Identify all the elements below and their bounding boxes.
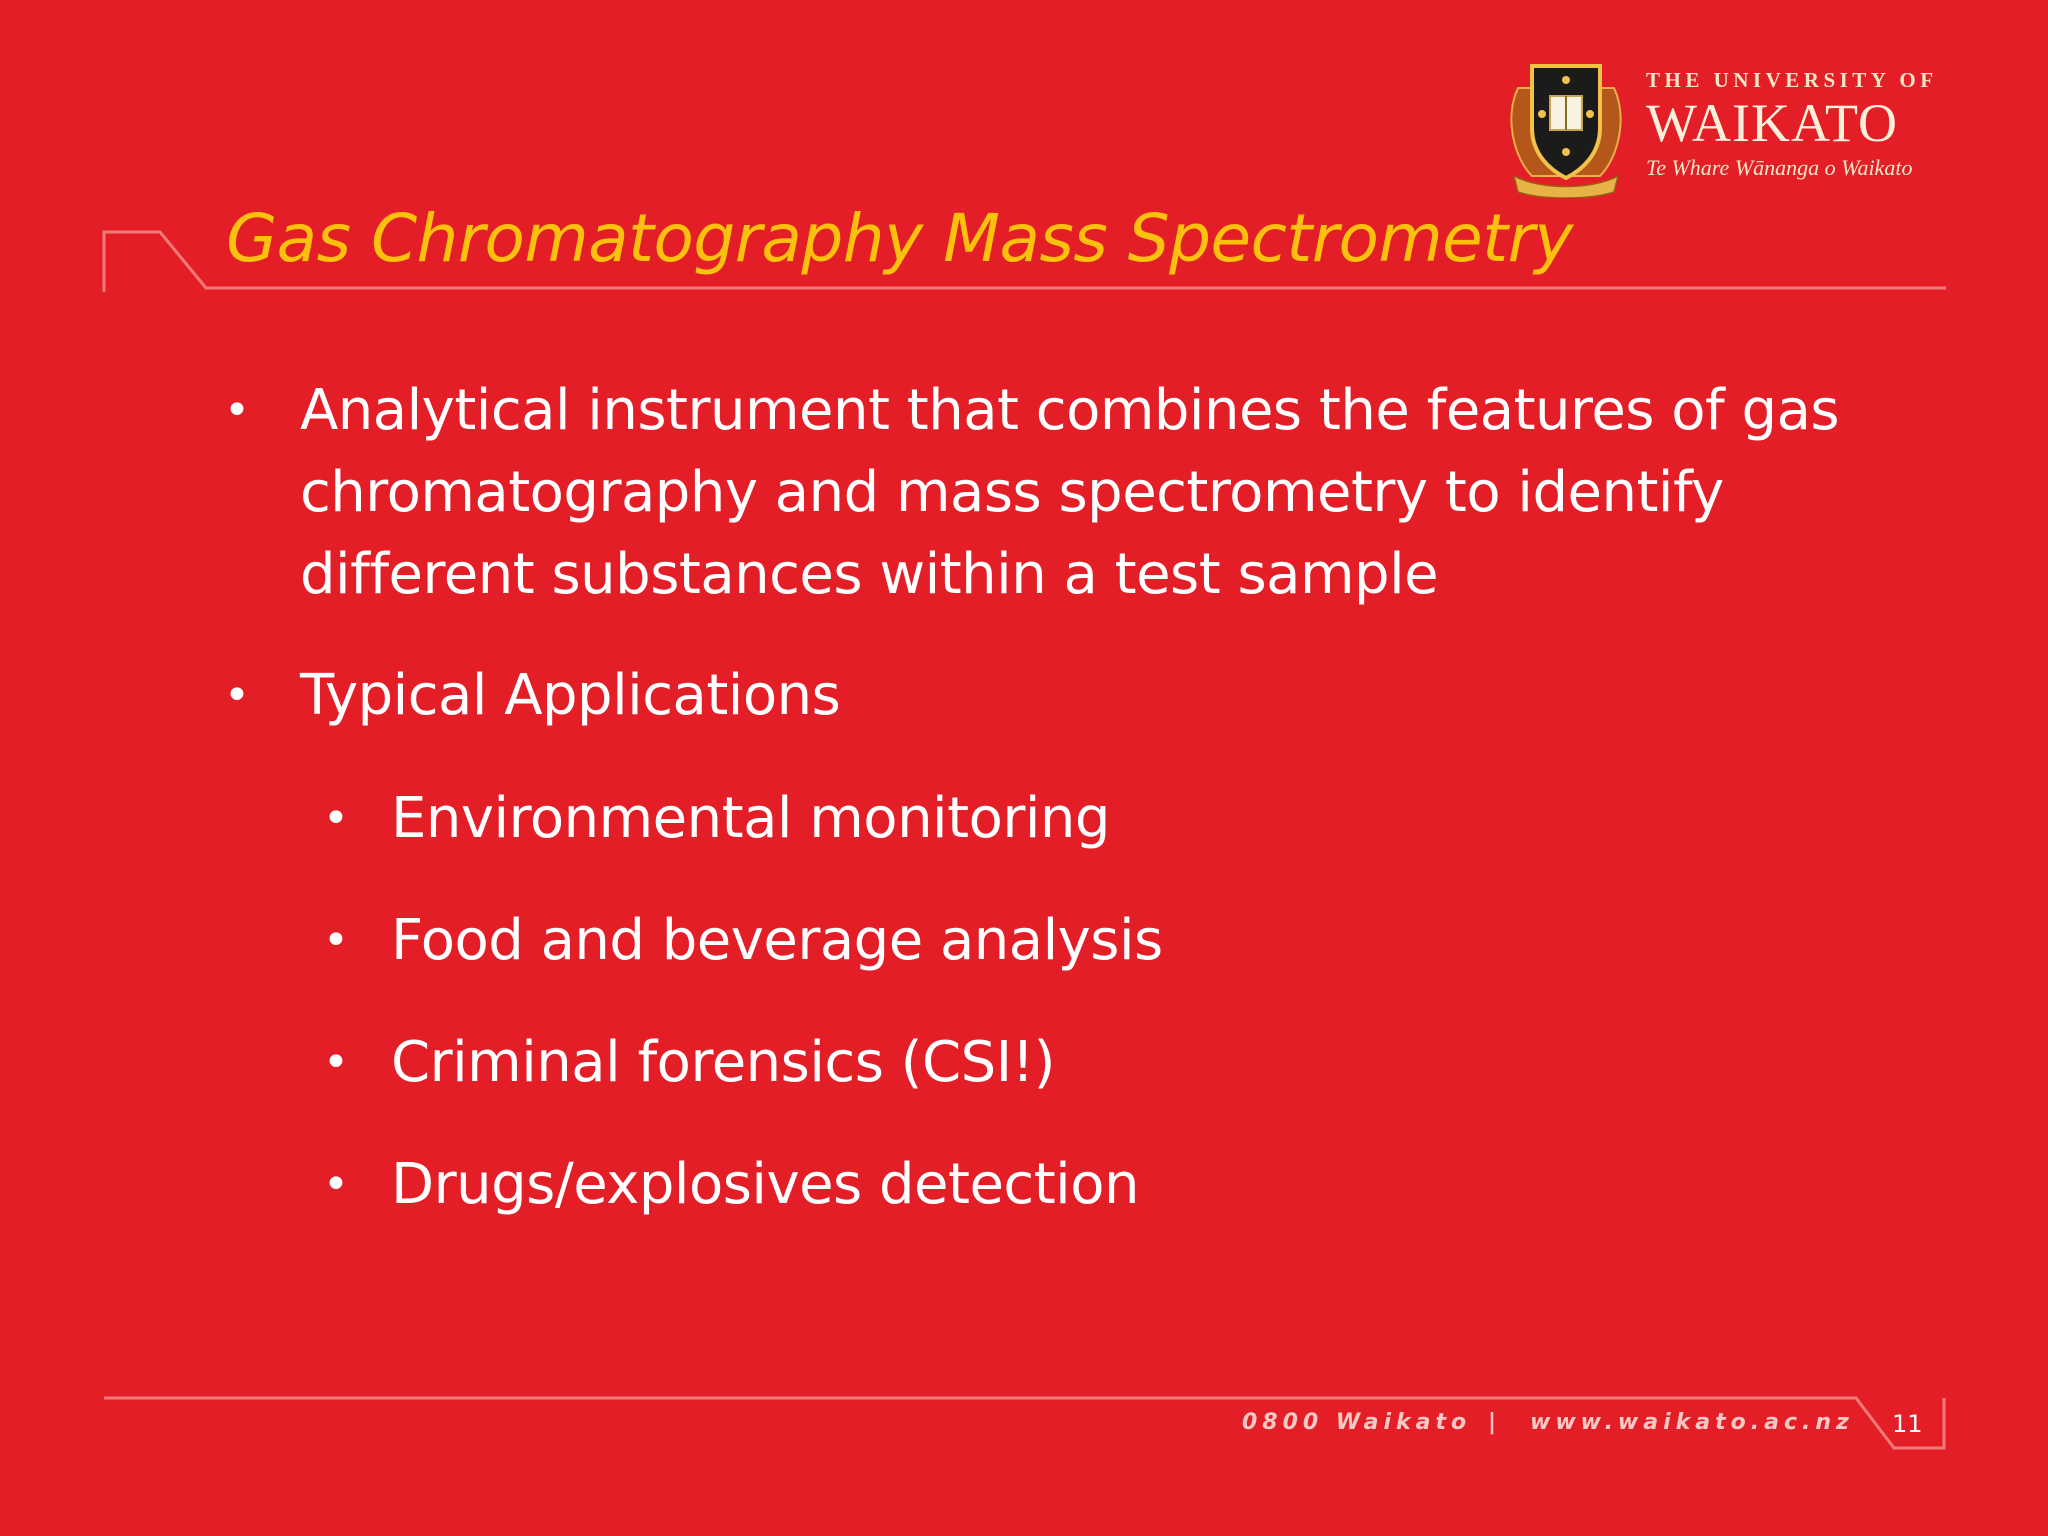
sub-bullet-text: Criminal forensics (CSI!) [391, 1030, 1055, 1095]
logo-line-waikato: WAIKATO [1646, 93, 1898, 153]
page-number: 11 [1892, 1410, 1923, 1438]
bullet-dot-icon: • [224, 385, 250, 436]
slide-title: Gas Chromatography Mass Spectrometry [226, 200, 1573, 277]
bullet-dot-icon: • [323, 793, 349, 844]
footer-separator: | [1488, 1410, 1502, 1435]
bullet-item [224, 655, 1800, 737]
sub-bullet-item [323, 900, 1791, 982]
logo-line-university-of: THE UNIVERSITY OF [1646, 68, 1938, 92]
logo-line-maori-name: Te Whare Wānanga o Waikato [1646, 155, 1913, 180]
footer-url: www.waikato.ac.nz [1530, 1410, 1854, 1435]
bullet-item [224, 370, 1860, 616]
bullet-dot-icon: • [224, 670, 250, 721]
bullet-dot-icon: • [323, 1159, 349, 1210]
sub-bullet-item [323, 778, 1791, 860]
sub-bullet-item [323, 1144, 1791, 1226]
sub-bullet-text: Drugs/explosives detection [391, 1152, 1139, 1217]
sub-bullet-text: Environmental monitoring [391, 786, 1110, 851]
bullet-text: Analytical instrument that combines the features of gas chromatography and mass spectrometry to identify different substances within a test sample [300, 378, 1840, 607]
bullet-dot-icon: • [323, 1037, 349, 1088]
bullet-dot-icon: • [323, 915, 349, 966]
sub-bullet-item [323, 1022, 1791, 1104]
footer-phone: 0800 Waikato [1242, 1410, 1472, 1435]
bullet-text: Typical Applications [300, 663, 841, 728]
sub-bullet-text: Food and beverage analysis [391, 908, 1163, 973]
